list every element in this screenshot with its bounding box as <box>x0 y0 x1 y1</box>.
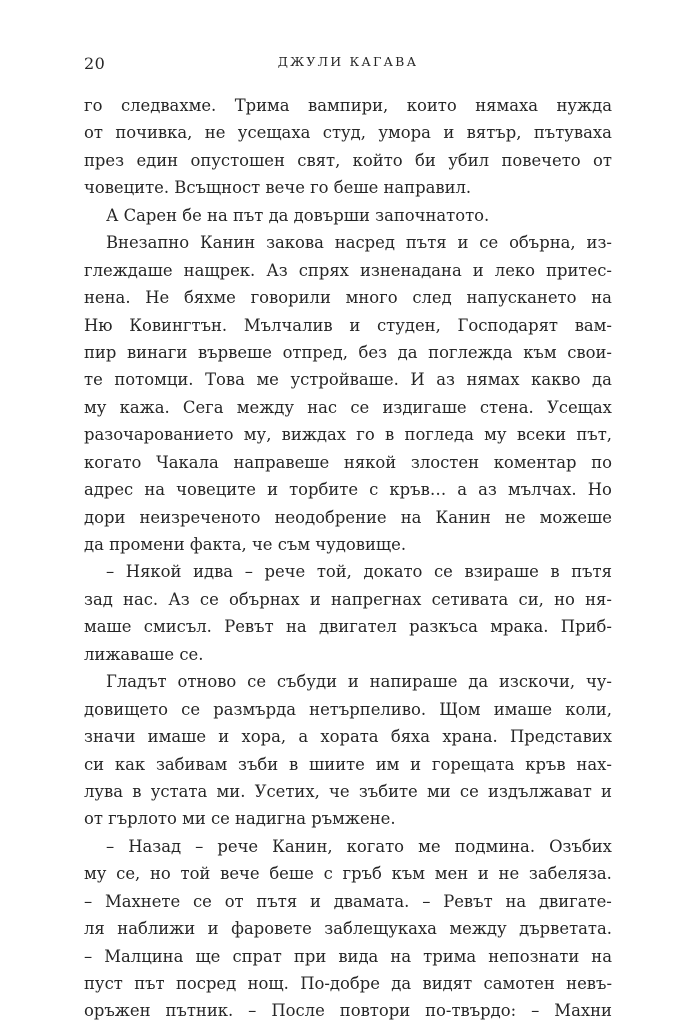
text-line: му се, но той вече беше с гръб към мен и не забеляза. <box>84 864 612 884</box>
text-line: пуст път посред нощ. По-добре да видят самотен невъ- <box>84 974 612 993</box>
text-line: му кажа. Сега между нас се издигаше стена. Усещах <box>84 397 612 417</box>
text-line: – Назад – рече Канин, когато ме подмина. Озъбих <box>106 836 612 856</box>
text-line: маше смисъл. Ревът на двигател разкъса мрака. Приб- <box>84 617 612 637</box>
text-line: – Махнете се от пътя и двамата. – Ревът на двигате- <box>84 891 612 911</box>
text-line: лува в устата ми. Усетих, че зъбите ми се издължават и <box>84 781 612 801</box>
text-line: нена. Не бяхме говорили много след напускането на <box>84 288 612 308</box>
text-line: разочарованието му, виждах го в погледа му всеки път, <box>84 425 612 445</box>
text-line: Гладът отново се събуди и напираше да изскочи, чу- <box>106 672 612 692</box>
text-line: когато Чакала направеше някой злостен коментар по <box>84 452 612 472</box>
text-line: Ню Ковингтън. Мълчалив и студен, Господарят вам- <box>84 315 612 335</box>
text-line: пир винаги вървеше отпред, без да поглежда към свои- <box>84 342 612 362</box>
text-line: довището се размърда нетърпеливо. Щом имаше коли, <box>84 699 612 719</box>
body-text <box>84 92 612 1025</box>
text-line: глеждаше нащрек. Аз спрях изненадана и леко притес- <box>84 260 612 280</box>
text-line: – Някой идва – рече той, докато се взираше в пътя <box>106 562 612 582</box>
text-line: дори неизреченото неодобрение на Канин не можеше <box>84 507 612 527</box>
text-line: оръжен пътник. – После повтори по-твърдо: – Махни <box>84 1001 612 1021</box>
running-header <box>84 54 612 74</box>
text-line: от гърлото ми се надигна ръмжене. <box>84 809 396 829</box>
text-line: да промени факта, че съм чудовище. <box>84 535 407 554</box>
text-line: от почивка, не усещаха студ, умора и вятър, пътуваха <box>84 123 612 143</box>
author-name: ДЖУЛИ КАГАВА <box>277 54 419 69</box>
text-line: го следвахме. Трима вампири, които нямаха нужда <box>84 96 612 115</box>
text-line: ля наближи и фаровете заблещукаха между дърветата. <box>84 919 612 939</box>
text-line: Внезапно Канин закова насред пътя и се обърна, из- <box>106 233 612 253</box>
text-line: адрес на човеците и торбите с кръв… а аз мълчах. Но <box>84 480 612 500</box>
text-line: през един опустошен свят, който би убил повечето от <box>84 150 612 170</box>
text-line: значи имаше и хора, а хората бяха храна. Представих <box>84 727 612 747</box>
text-line: те потомци. Това ме устройваше. И аз нямах какво да <box>84 370 612 390</box>
page-number: 20 <box>84 54 106 73</box>
text-line: лижаваше се. <box>84 644 204 664</box>
text-line: А Сарен бе на път да довърши започнатото. <box>106 205 490 225</box>
text-line: – Малцина ще спрат при вида на трима непознати на <box>84 946 612 966</box>
text-line: зад нас. Аз се обърнах и напрегнах сетивата си, но ня- <box>84 589 612 609</box>
text-line: си как забивам зъби в шиите им и горещата кръв нах- <box>84 754 612 774</box>
text-line: човеците. Всъщност вече го беше направил. <box>84 178 472 198</box>
